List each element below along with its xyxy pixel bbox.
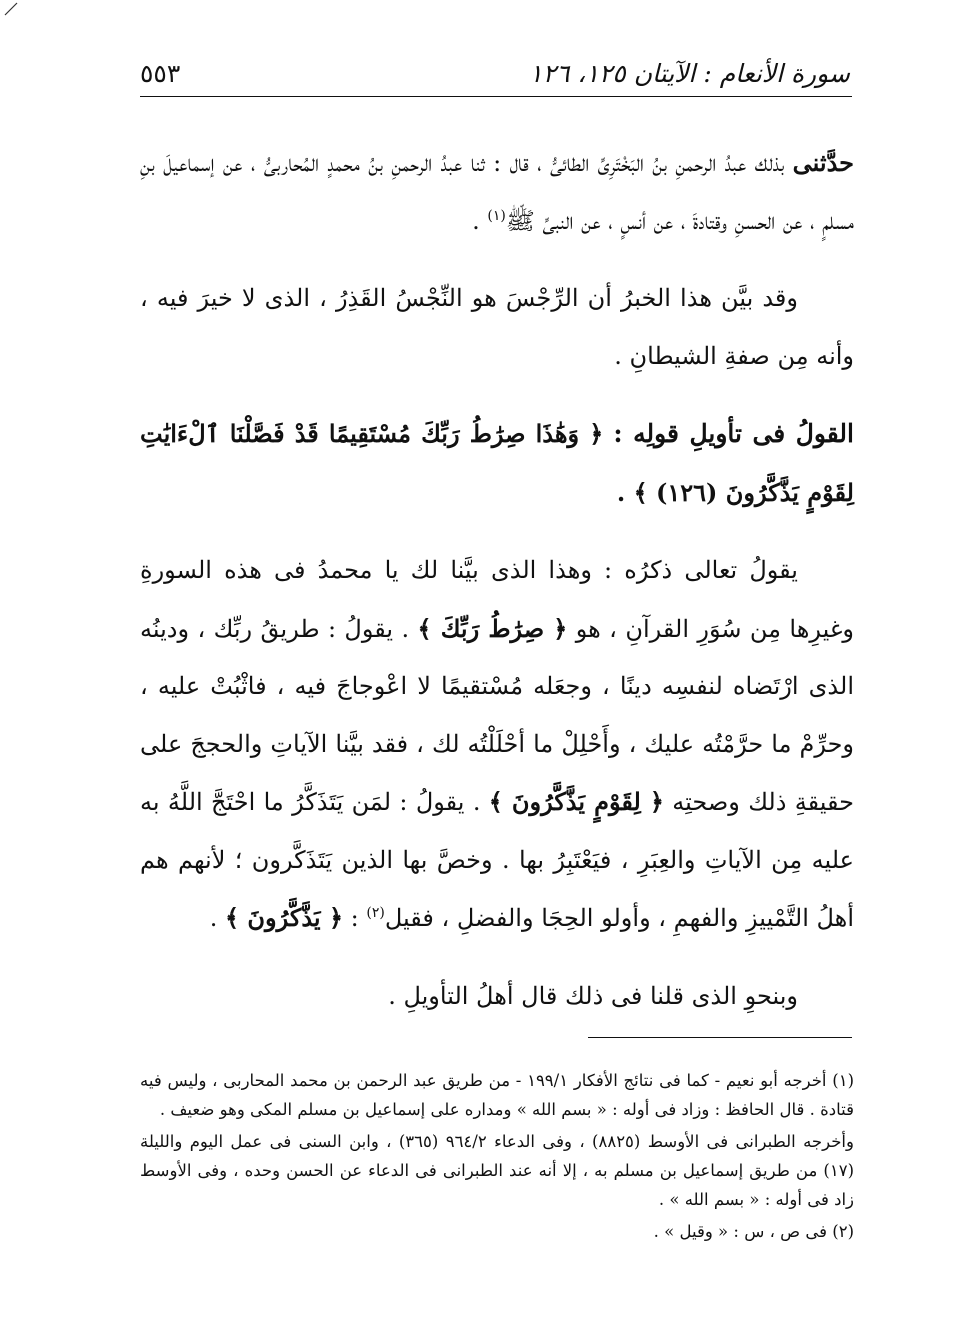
paragraph-end: .	[472, 206, 488, 235]
heading-verse-end: ﴾ .	[616, 477, 657, 507]
paragraph-text: بذلك عبدُ الرحمنِ بنُ البَخْتَرِىِّ الطائىُّ ، قال : ثنا عبدُ الرحمنِ بنُ محمدٍ المُحاربىُّ ، عن إسماعيلَ بنِ مسلمٍ ، عن الحسنِ وقتادةَ ، عن أنسٍ ، عن النبىِّ ﷺ	[140, 149, 854, 235]
heading-lead: القولُ فى تأويلِ قولِه :	[613, 419, 854, 448]
tafsir-text-d: :	[343, 904, 367, 932]
page-number: ٥٥٣	[140, 59, 181, 88]
tafsir-text-b: . يقولُ : طريقُ ربِّك ، ودينُه الذى ارْتَضاه لنفسِه دينًا ، وجعَله مُسْتقيمًا لا اعْوجاجَ فيه ، فاثْبُتْ عليه ، وحرِّمْ ما حرَّمْتُه عليك ، وأَحْلِلْ ما أحْلَلْتُه لك ، فقد بيَّنا الآياتِ والحججَ على حقيقةِ ذلك وصحتِه	[140, 614, 854, 816]
tafsir-text-a: يقولُ تعالى ذكرُه : وهذا الذى بيَّنا لك يا محمدُ فى هذه السورةِ وغيرِها مِن سُوَرِ القرآنِ ، هو	[140, 556, 854, 643]
header-rule	[140, 96, 852, 97]
footnote-marker: (١)	[487, 207, 506, 224]
tafsir-text-end: .	[209, 904, 226, 932]
paragraph-closing: وبنحوِ الذى قلنا فى ذلك قال أهلُ التأويلِ .	[388, 981, 798, 1010]
heading-verse: ﴿ وَهَٰذَا صِرَٰطُ رَبِّكَ مُسْتَقِيمًا قَدْ فَصَّلْنَا ٱلْءَايَٰتِ لِقَوْمٍ يَذَّكَّرُونَ	[140, 419, 854, 507]
scan-corner-mark	[4, 2, 18, 16]
verse-quote-2: ﴿ لِقَوْمٍ يَذَّكَّرُونَ ﴾	[488, 787, 664, 816]
tafsir-text-c: . يقولُ : لمَن يَتَذَكَّرُ ما احْتَجَّ اللَّهُ به عليه مِن الآياتِ والعِبَرِ ، فيَعْتَبِرُ بها . وخصَّ بها الذين يَتَذَكَّرون ؛ لأنهم هم أهلُ التَّمْييزِ والفهمِ ، وأولو الحِجَا والفضلِ ، فقيل	[140, 788, 854, 932]
paragraph-tafsir	[140, 542, 854, 948]
footnote-rule	[588, 1037, 852, 1038]
footnote-2: (٢) فى ص ، س : « وقيل » .	[653, 1222, 854, 1241]
footnote-1-continued: وأخرجه الطبرانى فى الأوسط (٨٨٢٥) ، وفى الدعاء ٩٦٤/٢ (٣٦٥) ، وابن السنى فى عمل اليوم والليلة (١٧) من طريق إسماعيل بن مسلم به ، إلا أنه عند الطبرانى فى الدعاء عن الحسن وحده ، وفى الأوسط زاد فى أوله : « بسم الله » .	[140, 1132, 854, 1209]
footnote-marker: (٢)	[366, 905, 385, 921]
paragraph-explanation: وقد بيَّن هذا الخبرُ أن الرِّجْسَ هو النِّجْسُ القَذِرُ ، الذى لا خيرَ فيه ، وأنه مِن صفةِ الشيطانِ .	[140, 284, 854, 370]
section-heading	[140, 405, 854, 522]
verse-quote-3: ﴿ يَذَّكَّرُونَ ﴾	[225, 903, 344, 932]
ayah-number-marker: (١٢٦)	[656, 477, 718, 507]
footnotes	[140, 1066, 854, 1249]
footnote-1: (١) أخرجه أبو نعيم - كما فى نتائج الأفكار ١٩٩/١ - من طريق عبد الرحمن بن محمد المحاربى ، وليس فيه قتادة . قال الحافظ : وزاد فى أوله : « بسم الله » ومداره على إسماعيل بن مسلم المكى وهو ضعيف .	[140, 1071, 854, 1119]
paragraph-hadith-chain	[140, 134, 854, 250]
running-header	[140, 56, 850, 96]
main-text	[140, 134, 854, 1045]
verse-quote-1: ﴿ صِرَٰطُ رَبِّكَ ﴾	[417, 613, 568, 643]
paragraph-lead-word: حدَّثنى	[792, 148, 854, 177]
running-title: سورة الأنعام : الآيتان ١٢٥، ١٢٦	[529, 59, 850, 88]
